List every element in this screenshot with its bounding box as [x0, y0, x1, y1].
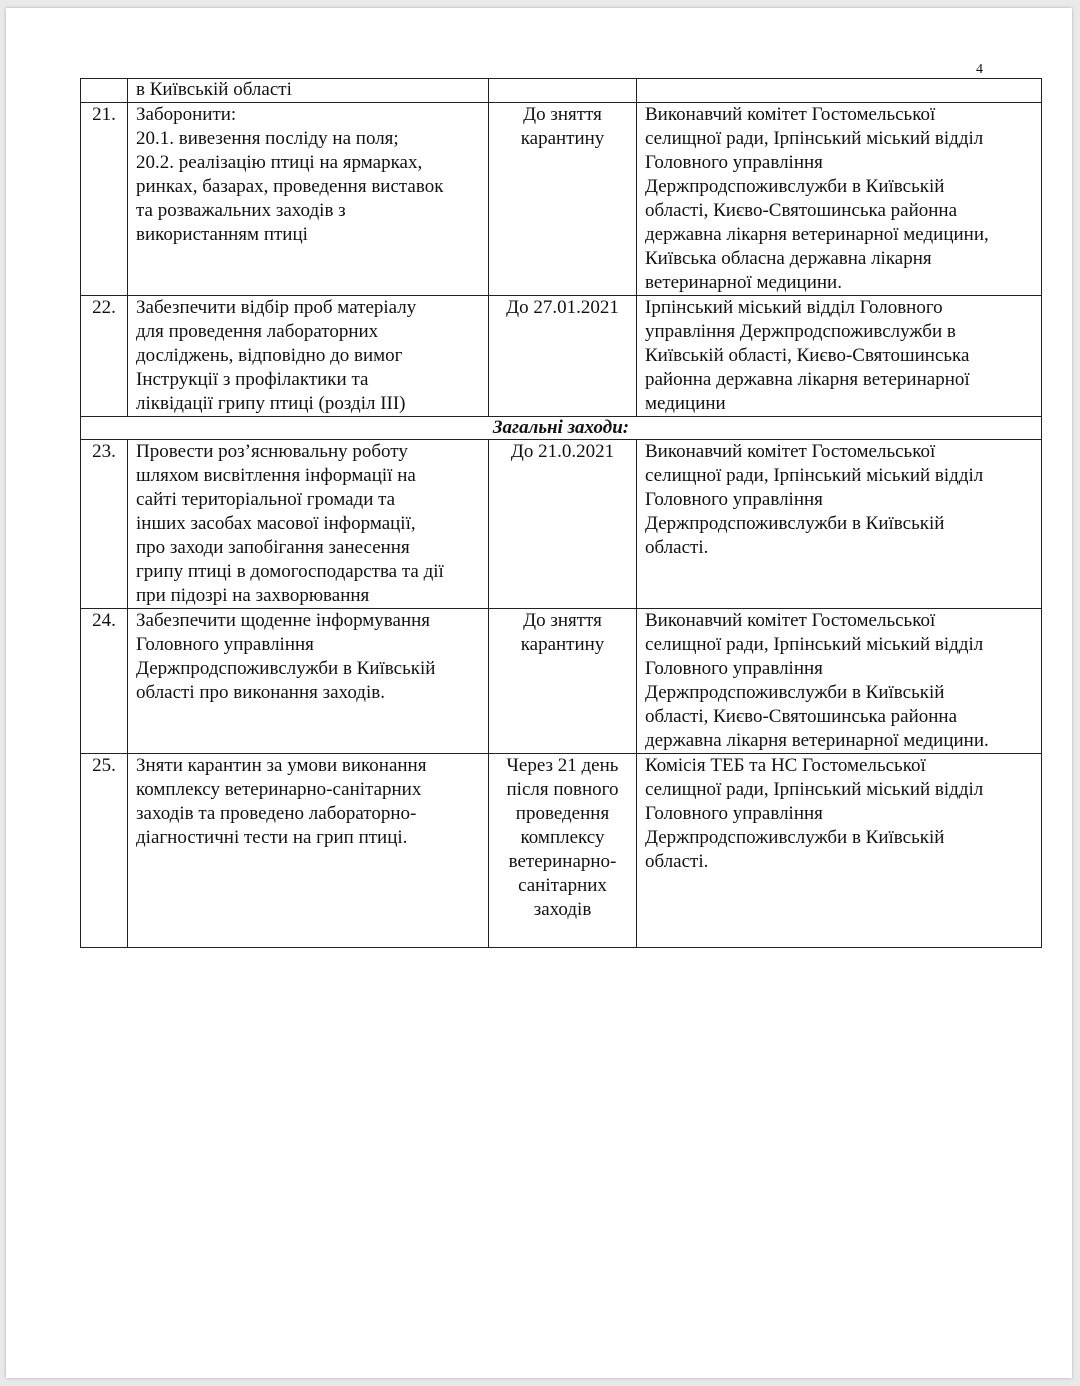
- table-row: [81, 79, 1042, 103]
- task-line: дiагностичнi тести на грип птицi.: [136, 827, 408, 848]
- term-line: комплексу: [520, 827, 605, 848]
- responsible-line: Держпродспоживслужби в Київськiй: [645, 827, 945, 848]
- responsible-line: медицини: [645, 393, 726, 414]
- task-line: заходiв та проведено лабораторно-: [136, 803, 417, 824]
- responsible-line: Головного управлiння: [645, 489, 823, 510]
- term-line: заходiв: [533, 899, 592, 920]
- responsible-cell: [637, 440, 1042, 609]
- row-number-cell: 21.: [81, 103, 128, 296]
- task-cell: [128, 296, 489, 417]
- responsible-line: селищної ради, Iрпiнський мiський вiддiл: [645, 128, 984, 149]
- task-cell: [128, 103, 489, 296]
- term-cell: [489, 296, 637, 417]
- term-line: До 27.01.2021: [506, 297, 619, 318]
- task-line: грипу птицi в домогосподарства та дiї: [136, 561, 444, 582]
- task-line: Забезпечити щоденне iнформування: [136, 610, 431, 631]
- responsible-line: ветеринарної медицини.: [645, 272, 842, 293]
- term-cell: [489, 79, 637, 103]
- task-line: Зняти карантин за умови виконання: [136, 755, 427, 776]
- responsible-line: Комiсiя ТЕБ та НС Гостомельської: [645, 755, 926, 776]
- table-row: [81, 296, 1042, 417]
- task-line: комплексу ветеринарно-санiтарних: [136, 779, 422, 800]
- task-line: областi про виконання заходiв.: [136, 682, 385, 703]
- task-cell: [128, 440, 489, 609]
- responsible-line: Держпродспоживслужби в Київськiй: [645, 513, 945, 534]
- responsible-cell: [637, 79, 1042, 103]
- responsible-cell: [637, 296, 1042, 417]
- responsible-line: областi, Києво-Святошинська районна: [645, 200, 958, 221]
- term-line: До 21.0.2021: [510, 441, 615, 462]
- responsible-line: Головного управлiння: [645, 803, 823, 824]
- responsible-line: Iрпiнський мiський вiддiл Головного: [645, 297, 943, 318]
- term-cell: [489, 754, 637, 948]
- term-line: До зняття: [523, 104, 602, 125]
- term-line: Через 21 день: [506, 755, 619, 776]
- task-line: iнших засобах масової iнформацiї,: [136, 513, 416, 534]
- task-line: та розважальних заходiв з: [136, 200, 346, 221]
- task-line: сайтi територiальної громади та: [136, 489, 396, 510]
- table-row: [81, 754, 1042, 948]
- task-line: Провести роз’яснювальну роботу: [136, 441, 408, 462]
- task-line: при пiдозрi на захворювання: [136, 585, 370, 606]
- responsible-line: областi.: [645, 851, 709, 872]
- responsible-line: Київськiй областi, Києво-Святошинська: [645, 345, 970, 366]
- responsible-line: областi.: [645, 537, 709, 558]
- task-line: Головного управлiння: [136, 634, 314, 655]
- term-cell: [489, 609, 637, 754]
- responsible-line: районна державна лiкарня ветеринарної: [645, 369, 970, 390]
- task-line: для проведення лабораторних: [136, 321, 379, 342]
- responsible-line: Головного управлiння: [645, 658, 823, 679]
- task-cell: [128, 754, 489, 948]
- responsible-line: Київська обласна державна лiкарня: [645, 248, 932, 269]
- responsible-line: державна лiкарня ветеринарної медицини,: [645, 224, 989, 245]
- responsible-line: Держпродспоживслужби в Київськiй: [645, 176, 945, 197]
- row-number-cell: 23.: [81, 440, 128, 609]
- responsible-line: Виконавчий комiтет Гостомельської: [645, 610, 936, 631]
- task-line: Заборонити:: [136, 104, 237, 125]
- task-line: ринках, базарах, проведення виставок: [136, 176, 444, 197]
- responsible-cell: [637, 103, 1042, 296]
- responsible-line: Головного управлiння: [645, 152, 823, 173]
- section-header-row: [81, 417, 1042, 440]
- responsible-line: областi, Києво-Святошинська районна: [645, 706, 958, 727]
- row-number-cell: 25.: [81, 754, 128, 948]
- term-line: ветеринарно-: [508, 851, 617, 872]
- task-line: Держпродспоживслужби в Київськiй: [136, 658, 436, 679]
- responsible-cell: [637, 609, 1042, 754]
- section-title: Загальнi заходи:: [81, 417, 1042, 440]
- row-number-cell: [81, 79, 128, 103]
- responsible-line: Виконавчий комiтет Гостомельської: [645, 104, 936, 125]
- term-line: проведення: [515, 803, 610, 824]
- responsible-line: Держпродспоживслужби в Київськiй: [645, 682, 945, 703]
- task-line: шляхом висвiтлення iнформацiї на: [136, 465, 416, 486]
- measures-table: [80, 78, 1042, 948]
- responsible-cell: [637, 754, 1042, 948]
- task-line: 20.1. вивезення послiду на поля;: [136, 128, 399, 149]
- table-row: [81, 103, 1042, 296]
- task-cell: в Київській області: [128, 79, 489, 103]
- table-row: [81, 440, 1042, 609]
- task-line: про заходи запобiгання занесення: [136, 537, 410, 558]
- task-line: 20.2. реалiзацiю птицi на ярмарках,: [136, 152, 423, 173]
- responsible-line: селищної ради, Iрпiнський мiський вiддiл: [645, 465, 984, 486]
- page-number: 4: [976, 62, 983, 77]
- responsible-line: селищної ради, Iрпiнський мiський вiддiл: [645, 634, 984, 655]
- table-row: [81, 609, 1042, 754]
- term-cell: [489, 103, 637, 296]
- task-line: Iнструкцiї з профiлактики та: [136, 369, 369, 390]
- term-line: До зняття: [523, 610, 602, 631]
- task-line: лiквiдацiї грипу птицi (роздiл III): [136, 393, 406, 414]
- responsible-line: державна лiкарня ветеринарної медицини.: [645, 730, 989, 751]
- task-line: використанням птицi: [136, 224, 308, 245]
- row-number-cell: 22.: [81, 296, 128, 417]
- term-line: карантину: [520, 128, 605, 149]
- term-line: пiсля повного: [506, 779, 619, 800]
- responsible-line: управлiння Держпродспоживслужби в: [645, 321, 956, 342]
- term-line: карантину: [520, 634, 605, 655]
- responsible-line: Виконавчий комiтет Гостомельської: [645, 441, 936, 462]
- term-cell: [489, 440, 637, 609]
- task-line: дослiджень, вiдповiдно до вимог: [136, 345, 403, 366]
- task-line: Забезпечити вiдбiр проб матерiалу: [136, 297, 417, 318]
- task-cell: [128, 609, 489, 754]
- responsible-line: селищної ради, Iрпiнський мiський вiддiл: [645, 779, 984, 800]
- term-line: санiтарних: [518, 875, 607, 896]
- row-number-cell: 24.: [81, 609, 128, 754]
